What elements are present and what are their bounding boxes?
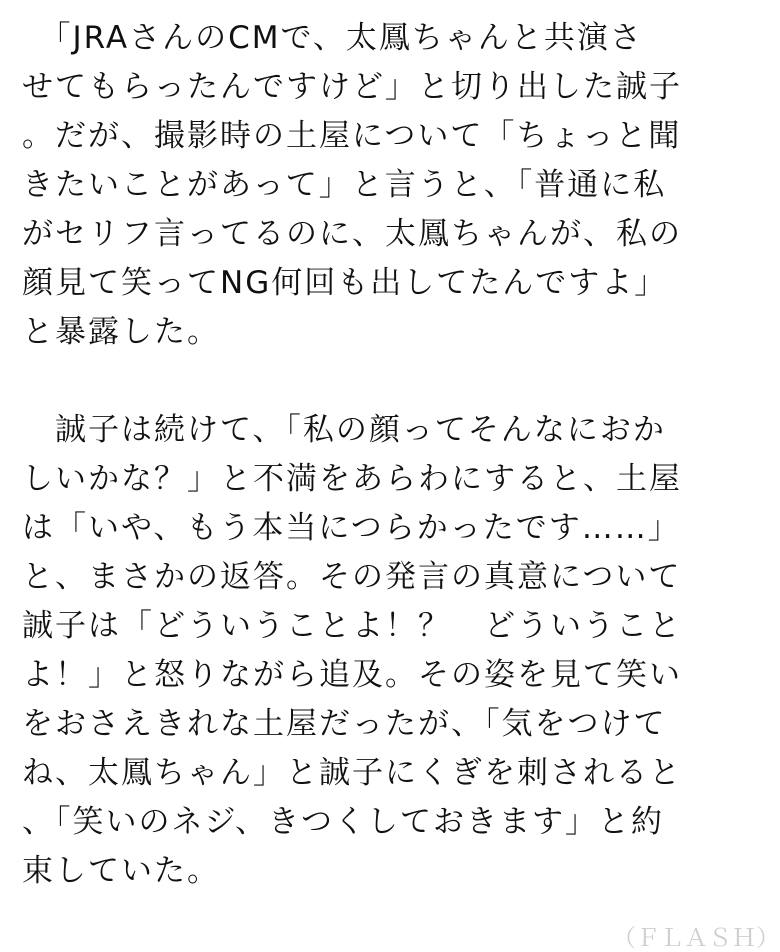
text-line: と、まさかの返答。その発言の真意について [22, 559, 682, 595]
paragraph-1 [22, 14, 728, 357]
text-line: せてもらったんですけど」と切り出した誠子 [22, 69, 682, 105]
text-line: をおさえきれな土屋だったが、「気をつけて [22, 706, 667, 742]
paragraph-2 [22, 406, 728, 896]
text-line: きたいことがあって」と言うと、「普通に私 [22, 167, 667, 203]
cut-off-footer-text: （ＦＬＡＳＨ） [612, 924, 780, 952]
text-line: 顔見て笑ってNG何回も出してたんですよ」 [22, 265, 668, 301]
text-line: 。だが、撮影時の土屋について「ちょっと聞 [22, 118, 682, 154]
text-line: ね、太鳳ちゃん」と誠子にくぎを刺されると [22, 755, 682, 791]
text-line: 束していた。 [22, 853, 220, 889]
text-line: 「JRAさんのCMで、太鳳ちゃんと共演さ [22, 20, 643, 56]
text-line: は「いや、もう本当につらかったです……」 [22, 510, 681, 546]
text-line: 、「笑いのネジ、きつくしておきます」と約 [22, 804, 665, 840]
article-body [22, 14, 728, 896]
text-line: がセリフ言ってるのに、太鳳ちゃんが、私の [22, 216, 682, 252]
text-line: と暴露した。 [22, 314, 220, 350]
text-line: 誠子は「どういうことよ！？ どういうこと [22, 608, 682, 644]
text-line: 誠子は続けて、「私の顔ってそんなにおか [22, 412, 666, 448]
paragraph-spacer [22, 357, 728, 406]
text-line: よ！」と怒りながら追及。その姿を見て笑い [22, 657, 682, 693]
text-line: しいかな？」と不満をあらわにすると、土屋 [22, 461, 682, 497]
